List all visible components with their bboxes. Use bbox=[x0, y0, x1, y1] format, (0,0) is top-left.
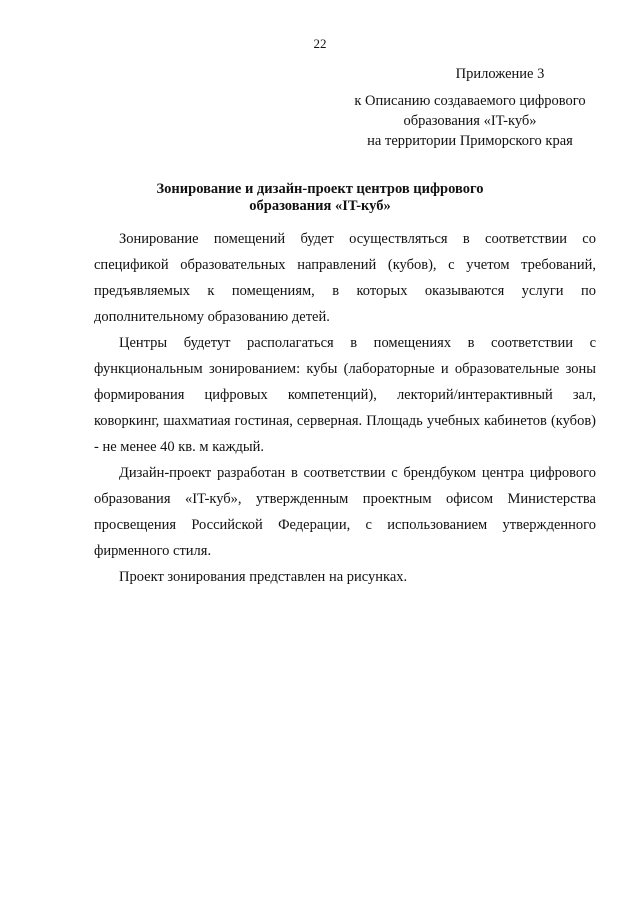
appendix-label: Приложение 3 bbox=[455, 66, 545, 82]
body-text bbox=[94, 226, 596, 590]
appendix-block bbox=[340, 64, 600, 151]
page-number: 22 bbox=[313, 36, 327, 51]
paragraph-figures: Проект зонирования представлен на рисунках. bbox=[119, 569, 408, 585]
paragraph-design-project: Дизайн-проект разработан в соответствии с брендбуком центра цифрового образования «IT-куб», утвержденным проектным офисом Министерства просвещения Российской Федерации, с использованием утвержденного фирменного стиля. bbox=[94, 465, 596, 559]
title-line-1: Зонирование и дизайн-проект центров цифрового bbox=[156, 181, 484, 197]
appendix-line-1: к Описанию создаваемого цифрового bbox=[354, 93, 586, 109]
paragraph-functional-zones: Центры будетут располагаться в помещениях в соответствии с функциональным зонированием: кубы (лабораторные и образовательные зоны формирования цифровых компетенций), лекторий/интерактивный зал, коворкинг, шахматиая гостиная, серверная. Площадь учебных кабинетов (кубов) - не менее 40 кв. м каждый. bbox=[94, 335, 596, 455]
appendix-line-3: на территории Приморского края bbox=[367, 133, 573, 149]
appendix-line-2: образования «IT-куб» bbox=[403, 113, 537, 129]
paragraph-zoning: Зонирование помещений будет осуществляться в соответствии со спецификой образовательных направлений (кубов), с учетом требований, предъявляемых к помещениям, в которых оказываются услуги по дополнительному образованию детей. bbox=[94, 231, 596, 325]
document-title bbox=[90, 181, 550, 215]
title-line-2: образования «IT-куб» bbox=[249, 198, 391, 214]
